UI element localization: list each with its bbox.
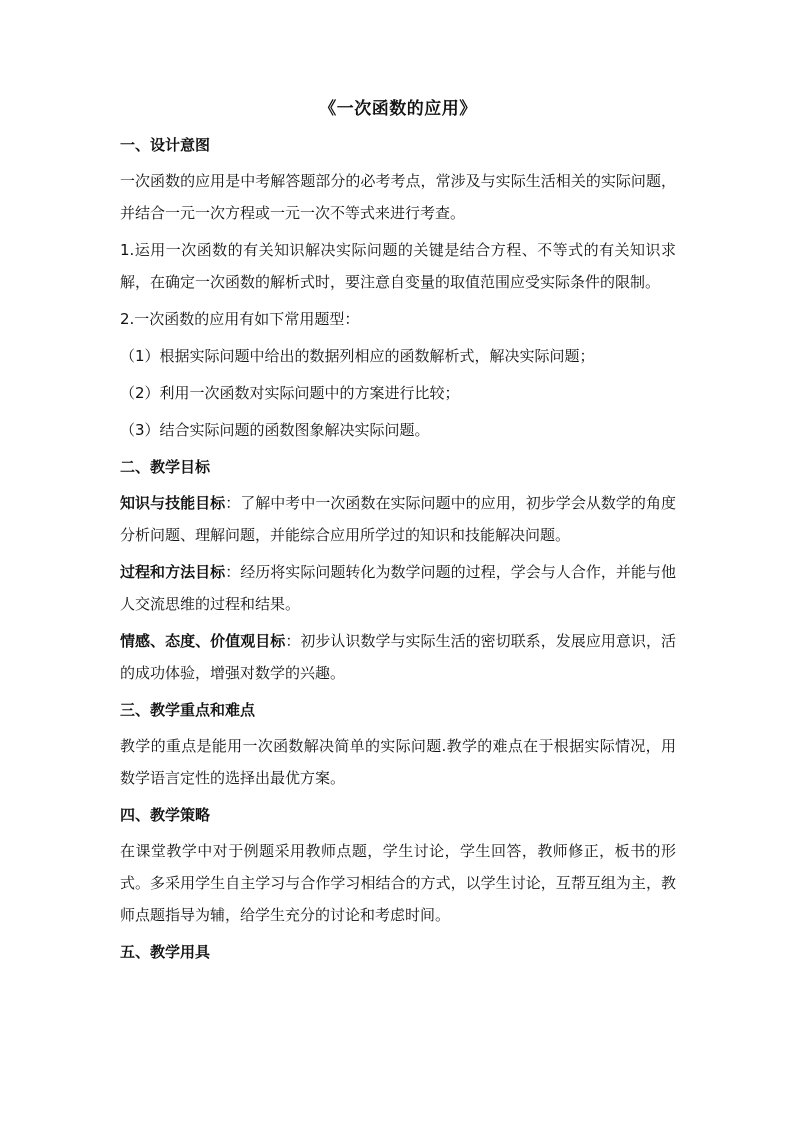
goal-text-knowledge-skill: ：了解中考中一次函数在实际问题中的应用，初步学会从数学的角度分析问题、理解问题，并能综合应用所学过的知识和技能解决问题。 [120,494,676,544]
goal-label-emotion-attitude: 情感、态度、价值观目标 [120,632,286,650]
goal-knowledge-skill [120,487,676,551]
question-type-2: （2）利用一次函数对实际问题中的方案进行比较； [120,384,460,402]
design-intent-point-1: 1.运用一次函数的有关知识解决实际问题的关键是结合方程、不等式的有关知识求解，在确定一次函数的解析式时，要注意自变量的取值范围应受实际条件的限制。 [120,241,676,291]
document-page [120,97,676,972]
section-heading-tools: 五、教学用具 [120,943,211,961]
design-intent-point-2: 2.一次函数的应用有如下常用题型： [120,310,360,328]
design-intent-intro: 一次函数的应用是中考解答题部分的必考考点，常涉及与实际生活相关的实际问题，并结合一元一次方程或一元一次不等式来进行考查。 [120,172,676,222]
key-points-text: 教学的重点是能用一次函数解决简单的实际问题.教学的难点在于根据实际情况，用数学语言定性的选择出最优方案。 [120,737,676,787]
goal-text-emotion-attitude: ：初步认识数学与实际生活的密切联系，发展应用意识，活的成功体验，增强对数学的兴趣。 [120,632,676,682]
goal-text-process-method: ：经历将实际问题转化为数学问题的过程，学会与人合作，并能与他人交流思维的过程和结果。 [120,563,676,613]
goal-label-process-method: 过程和方法目标 [120,563,226,581]
goal-process-method [120,556,676,620]
document-title: 《一次函数的应用》 [319,99,477,119]
section-heading-design-intent: 一、设计意图 [120,136,211,154]
goal-emotion-attitude [120,625,676,689]
section-heading-teaching-goals: 二、教学目标 [120,458,211,476]
question-type-3: （3）结合实际问题的函数图象解决实际问题。 [120,421,430,439]
goal-label-knowledge-skill: 知识与技能目标 [120,494,226,512]
strategy-text: 在课堂教学中对于例题采用教师点题，学生讨论，学生回答，教师修正，板书的形式。多采用学生自主学习与合作学习相结合的方式，以学生讨论，互帮互组为主，教师点题指导为辅，给学生充分的讨论和考虑时间。 [120,842,676,924]
question-type-1: （1）根据实际问题中给出的数据列相应的函数解析式，解决实际问题； [120,347,595,365]
section-heading-key-points: 三、教学重点和难点 [120,701,256,719]
section-heading-strategy: 四、教学策略 [120,806,211,824]
